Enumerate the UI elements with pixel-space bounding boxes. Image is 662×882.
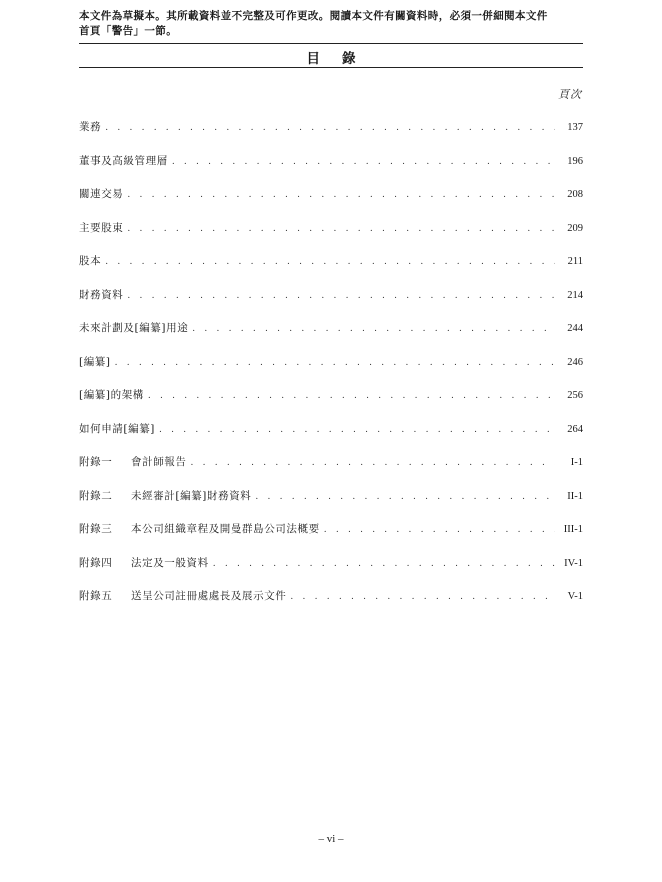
- toc-dot-leader: [127, 224, 555, 234]
- toc-entry-page-number: V-1: [567, 591, 583, 602]
- toc-dot-leader: [191, 458, 556, 468]
- toc-entry[interactable]: [79, 320, 583, 354]
- toc-entry-title: 董事及高級管理層: [79, 154, 168, 167]
- toc-entry-page-number: 211: [567, 256, 583, 267]
- toc-entry-title: [編纂]的架構: [79, 389, 144, 401]
- toc-entry[interactable]: [79, 521, 583, 555]
- toc-entry[interactable]: [79, 421, 583, 455]
- toc-entry-title: 如何申請[編纂]: [79, 422, 155, 435]
- title-rule-top: [79, 43, 583, 44]
- toc-entry-title: 關連交易: [79, 188, 124, 200]
- toc-dot-leader: [127, 190, 555, 200]
- toc-dot-leader: [127, 291, 555, 301]
- toc-entry-title: 未經審計[編纂]財務資料: [131, 489, 252, 502]
- toc-entry-page-number: II-1: [567, 490, 583, 502]
- toc-entry-page-number: III-1: [563, 524, 583, 535]
- toc-entry[interactable]: [79, 287, 583, 321]
- toc-entry-page-number: IV-1: [564, 557, 583, 569]
- toc-dot-leader: [148, 391, 555, 401]
- toc-entry-title: 本公司組織章程及開曼群島公司法概要: [131, 523, 320, 535]
- toc-dot-leader: [324, 525, 555, 535]
- toc-entry-page-number: 264: [567, 423, 583, 435]
- toc-dot-leader: [255, 492, 555, 502]
- toc-dot-leader: [172, 157, 555, 167]
- toc-entry-title: 會計師報告: [131, 456, 187, 468]
- toc-entry[interactable]: [79, 253, 583, 287]
- toc-entry-title: 未來計劃及[編纂]用途: [79, 322, 189, 334]
- toc-entry-page-number: 246: [567, 356, 583, 368]
- toc-entry-title: 股本: [79, 255, 102, 267]
- toc-entry-appendix-number: 附錄三: [79, 523, 113, 535]
- toc-entry-appendix-number: 附錄一: [79, 456, 113, 468]
- toc-entry[interactable]: [79, 354, 583, 388]
- toc-dot-leader: [192, 324, 555, 334]
- toc-entry-title: 法定及一般資料: [131, 556, 209, 569]
- toc-entry[interactable]: [79, 454, 583, 488]
- warning-line-2: 首頁「警告」一節。: [79, 25, 178, 37]
- toc-entry-appendix-number: 附錄四: [79, 556, 113, 569]
- title-rule-bottom: [79, 67, 583, 68]
- toc-entry-page-number: 214: [567, 289, 583, 301]
- toc-entry-title: 主要股東: [79, 221, 124, 234]
- draft-warning-notice: [79, 9, 584, 39]
- toc-entry-page-number: I-1: [570, 457, 583, 468]
- toc-entry-appendix-number: 附錄五: [79, 590, 113, 602]
- toc-entry[interactable]: [79, 387, 583, 421]
- toc-dot-leader: [105, 123, 555, 133]
- toc-entry-title: 財務資料: [79, 288, 124, 301]
- toc-entry[interactable]: [79, 220, 583, 254]
- table-of-contents: [79, 119, 583, 622]
- warning-line-1: 本文件為草擬本。其所載資料並不完整及可作更改。閱讀本文件有關資料時，必須一併細閱本文件: [79, 10, 548, 22]
- toc-entry-page-number: 209: [567, 222, 583, 234]
- toc-entry[interactable]: [79, 153, 583, 187]
- toc-entry-title: 送呈公司註冊處處長及展示文件: [131, 590, 287, 602]
- page-title: 目錄: [306, 51, 378, 67]
- toc-dot-leader: [105, 257, 555, 267]
- toc-entry[interactable]: [79, 555, 583, 589]
- toc-entry-title: 業務: [79, 121, 102, 133]
- toc-entry-page-number: 244: [567, 323, 583, 334]
- toc-entry-page-number: 196: [567, 155, 583, 167]
- toc-entry[interactable]: [79, 588, 583, 622]
- toc-entry[interactable]: [79, 119, 583, 153]
- toc-entry-page-number: 137: [567, 122, 583, 133]
- toc-entry-page-number: 208: [567, 189, 583, 200]
- toc-entry-appendix-number: 附錄二: [79, 489, 113, 502]
- toc-entry[interactable]: [79, 186, 583, 220]
- page-column-header: 頁次: [558, 88, 582, 101]
- toc-dot-leader: [290, 592, 555, 602]
- page-number: – vi –: [318, 833, 344, 845]
- toc-dot-leader: [159, 425, 555, 435]
- toc-dot-leader: [115, 358, 555, 368]
- toc-entry[interactable]: [79, 488, 583, 522]
- toc-dot-leader: [213, 559, 555, 569]
- toc-entry-title: [編纂]: [79, 355, 111, 368]
- toc-entry-page-number: 256: [567, 390, 583, 401]
